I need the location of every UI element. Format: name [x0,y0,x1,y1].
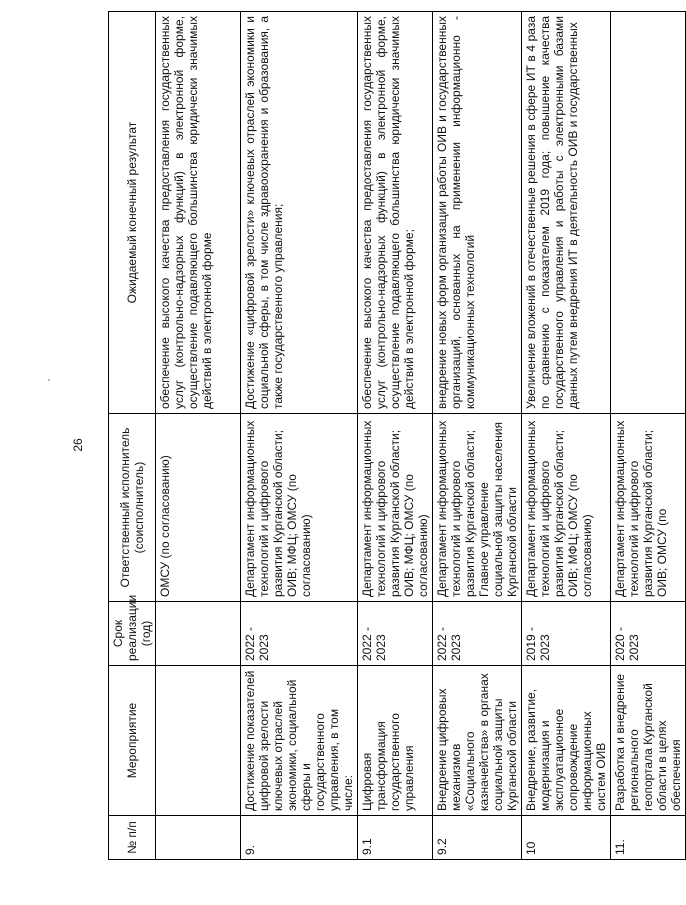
row-period: 2022 - 2023 [433,602,522,666]
row-executor: Департамент информационных технологий и цифрового развития Курганской области; ОИВ; МФЦ; ОМСУ (по согласованию) [522,414,611,602]
page-number: 26 [71,438,85,452]
row-result: Достижение «цифровой зрелости» ключевых отраслей экономики и социальной сферы, в том числе здравоохранения и образования, а также государственного управления; [241,12,358,414]
row-period: 2020 - 2023 [611,602,686,666]
row-num: 11. [611,816,686,860]
header-executor: Ответственный исполнитель (соисполнитель) [109,414,156,602]
row-event: Достижение показателей цифровой зрелости ключевых отраслей экономики, социальной сферы и государственного управления, в том числе: [241,666,358,816]
row-num [156,816,241,860]
table-row [522,12,611,860]
row-result: внедрение новых форм организации работы ОИВ и государственных организаций, основанных на применении информационно - коммуникационных технологий [433,12,522,414]
row-event: Внедрение цифровых механизмов «Социального казначейства» в органах социальной защиты Курганской области [433,666,522,816]
row-result: Увеличение вложений в отечественные решения в сфере ИТ в 4 раза по сравнению с показателем 2019 года; повышение качества государственного управления и работы с электронными базами данных путем внедрения ИТ в деятельность ОИВ и государственных [522,12,611,414]
row-event: Внедрение, развитие, модернизация и эксплуатационное сопровождение информационных систем ОИВ [522,666,611,816]
table-row [433,12,522,860]
row-result: обеспечение высокого качества предоставления государственных услуг (контрольно-надзорных функций) в электронной форме, осуществление подавляющего большинства юридически значимых действий в электронной форме; [358,12,433,414]
header-result: Ожидаемый конечный результат [109,12,156,414]
header-period: Срок реализации (год) [109,602,156,666]
table-rotation-frame [108,12,683,860]
row-period: 2019 - 2023 [522,602,611,666]
table-row [156,12,241,860]
row-num: 10 [522,816,611,860]
table-row [241,12,358,860]
row-executor: Департамент информационных технологий и цифрового развития Курганской области; ОИВ; МФЦ; ОМСУ (по согласованию) [358,414,433,602]
row-event [156,666,241,816]
header-num: № п/п [109,816,156,860]
row-period: 2022 - 2023 [358,602,433,666]
row-period [156,602,241,666]
row-event: Цифровая трансформация государственного управления [358,666,433,816]
header-event: Мероприятие [109,666,156,816]
row-executor: ОМСУ (по согласованию) [156,414,241,602]
table-row [611,12,686,860]
row-num: 9.1 [358,816,433,860]
rotated-sheet [108,12,683,860]
table-header-row [109,12,156,860]
row-result: обеспечение высокого качества предоставления государственных услуг (контрольно-надзорных функций) в электронной форме, осуществление подавляющего большинства юридически значимых действий в электронной форме [156,12,241,414]
row-num: 9.2 [433,816,522,860]
row-executor: Департамент информационных технологий и цифрового развития Курганской области; ОИВ; ОМСУ (по [611,414,686,602]
scan-speck [48,379,50,381]
row-event: Разработка и внедрение регионального геопортала Курганской области в целях обеспечения [611,666,686,816]
row-num: 9. [241,816,358,860]
table-row [358,12,433,860]
row-period: 2022 - 2023 [241,602,358,666]
row-result [611,12,686,414]
program-events-table [108,11,686,860]
row-executor: Департамент информационных технологий и цифрового развития Курганской области; ОИВ; МФЦ; ОМСУ (по согласованию) [241,414,358,602]
row-executor: Департамент информационных технологий и цифрового развития Курганской области; Главное управление социальной защиты населения Курганской области [433,414,522,602]
